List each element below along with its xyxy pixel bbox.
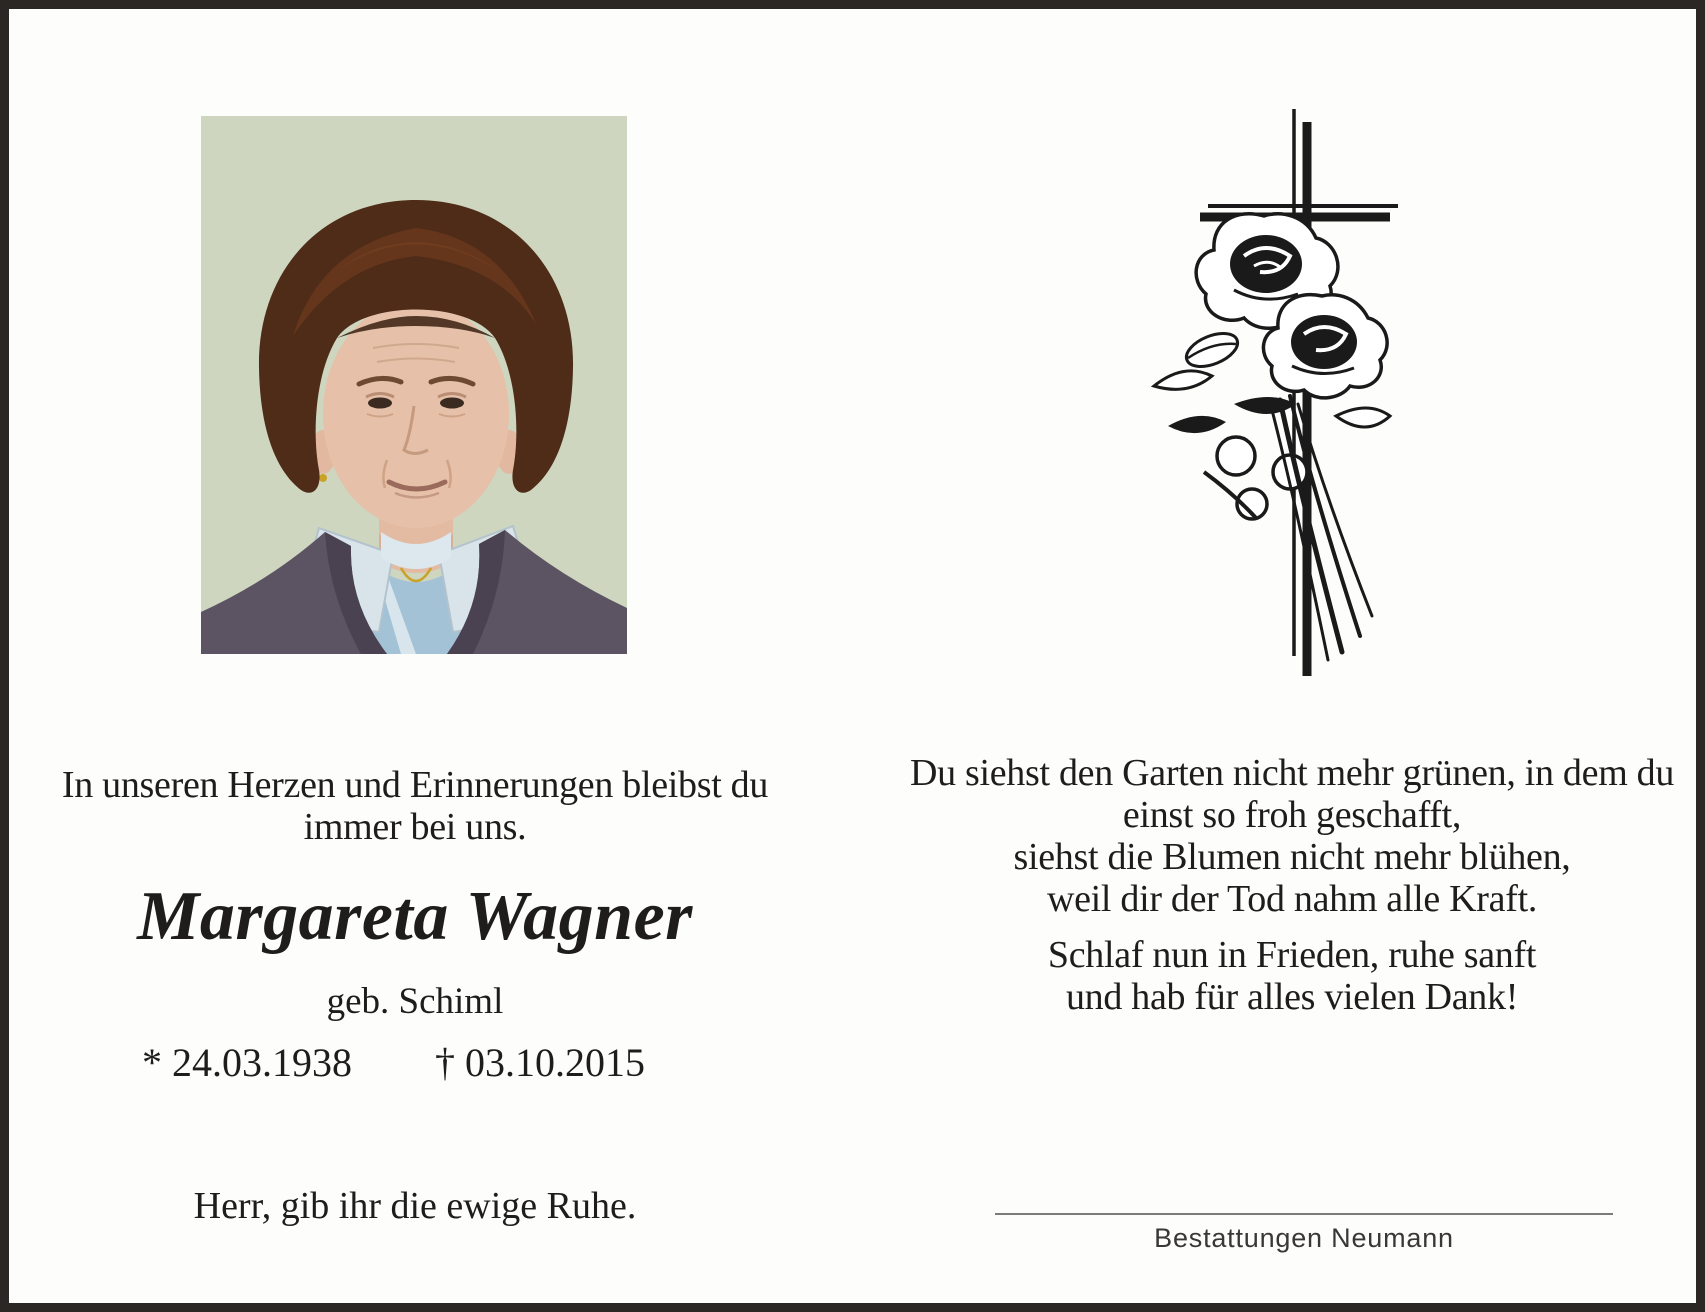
right-verse-second-stanza	[889, 934, 1695, 1018]
death-date: † 03.10.2015	[435, 1040, 645, 1085]
cross-and-roses-illustration	[1084, 104, 1404, 716]
maiden-name: geb. Schiml	[326, 981, 504, 1022]
right-verse-line-4: weil dir der Tod nahm alle Kraft.	[1046, 878, 1538, 920]
left-verse-line-2: immer bei uns.	[303, 806, 527, 848]
portrait-photo	[201, 116, 627, 654]
cross-and-roses-icon	[1084, 104, 1404, 716]
right-verse-line-6: und hab für alles vielen Dank!	[1065, 976, 1519, 1018]
funeral-home-name: Bestattungen Neumann	[1154, 1223, 1454, 1253]
right-verse-first-stanza	[889, 752, 1695, 920]
deceased-name: Margareta Wagner	[137, 878, 693, 955]
left-verse-line-1: In unseren Herzen und Erinnerungen bleibst du	[61, 764, 769, 806]
right-verse-line-1: Du siehst den Garten nicht mehr grünen, in dem du	[909, 752, 1675, 794]
right-verse-line-3: siehst die Blumen nicht mehr blühen,	[1013, 836, 1571, 878]
prayer-line: Herr, gib ihr die ewige Ruhe.	[193, 1185, 637, 1227]
birth-date: * 24.03.1938	[142, 1040, 352, 1085]
life-dates	[39, 1039, 791, 1089]
portrait-illustration	[201, 116, 627, 654]
left-verse	[37, 764, 793, 848]
right-verse-line-2: einst so froh geschafft,	[1122, 794, 1462, 836]
funeral-home-block	[995, 1213, 1613, 1254]
signature-divider-line	[995, 1213, 1613, 1215]
right-verse-line-5: Schlaf nun in Frieden, ruhe sanft	[1047, 934, 1537, 976]
